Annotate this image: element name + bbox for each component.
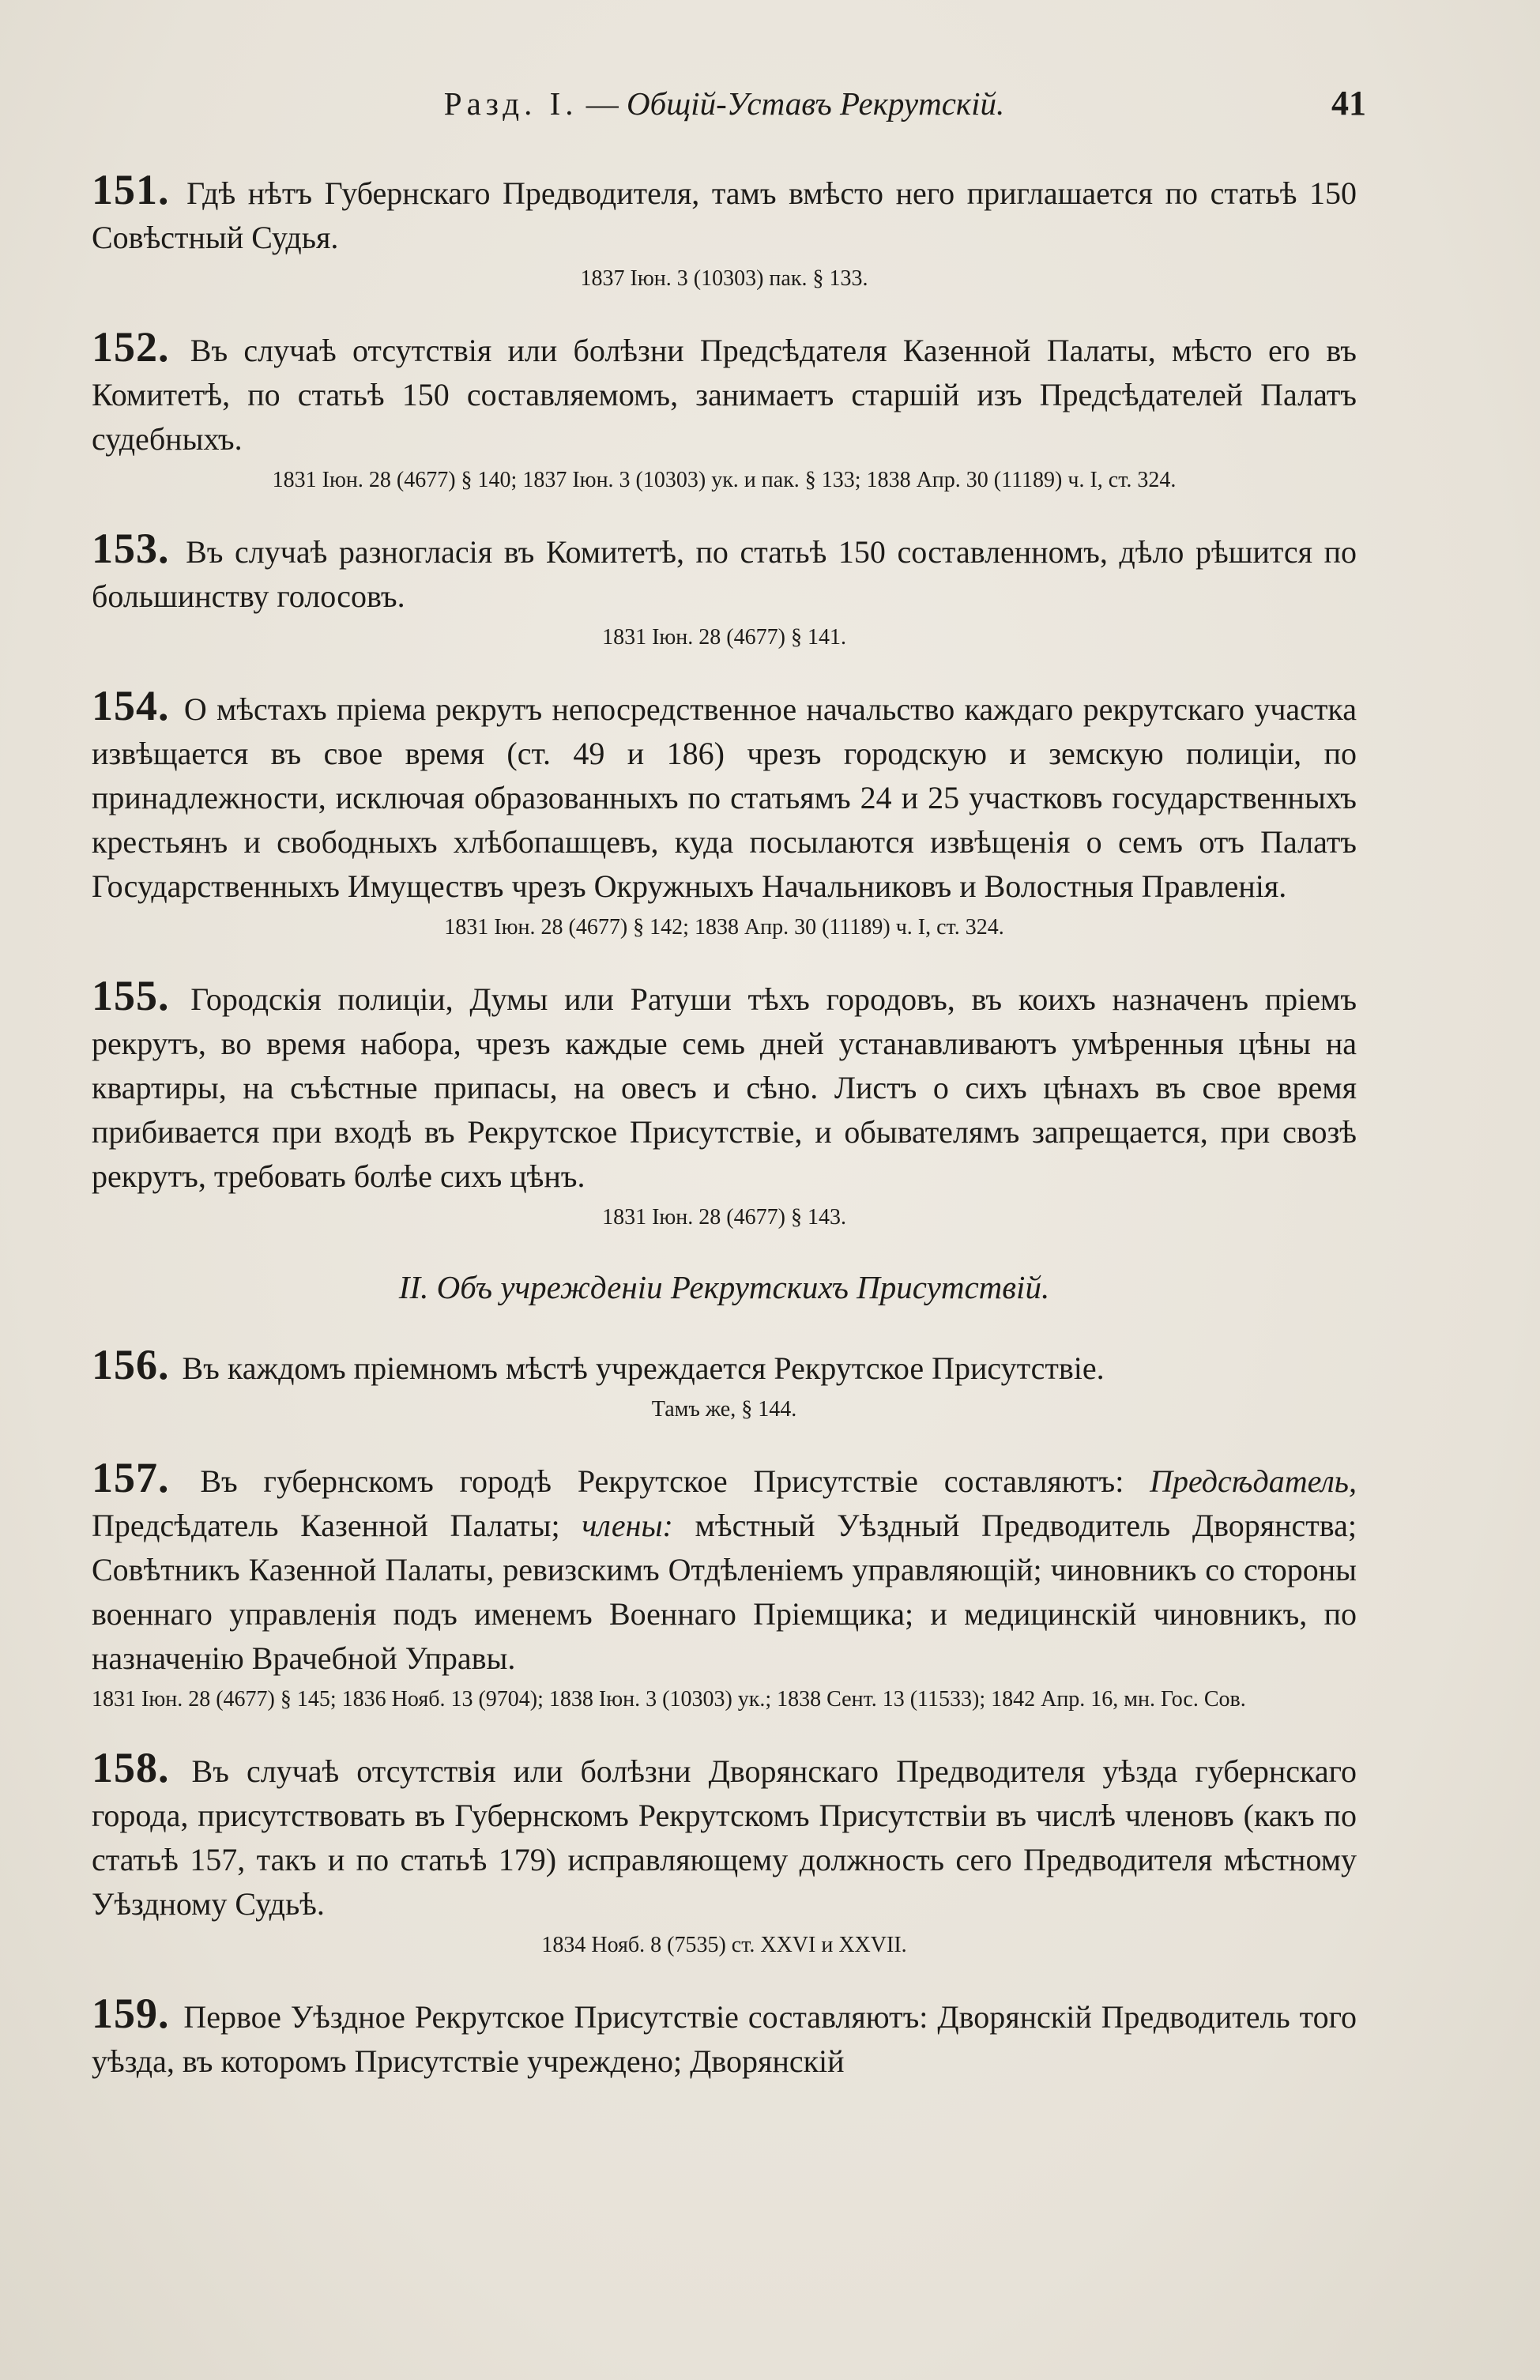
article-number: 151. (92, 166, 170, 213)
running-header (92, 76, 1366, 131)
article-number: 153. (92, 525, 170, 572)
article-text-mid: Предсѣдатель Казенной Палаты; (92, 1508, 560, 1543)
article-154 (92, 683, 1357, 943)
article-text-pre: Въ губернскомъ городѣ Рекрутское Присутствiе составляютъ: (200, 1463, 1124, 1499)
article-153 (92, 526, 1357, 653)
article-number: 158. (92, 1744, 170, 1791)
article-text: Въ случаѣ отсутствiя или болѣзни Дворянскаго Предводителя уѣзда губернскаго города, присутствовать въ Губернскомъ Рекрутскомъ Присутствiи въ числѣ членовъ (какъ по статьѣ 157, такъ и по статьѣ 179) исправляющему должность сего Предводителя мѣстному Уѣздному Судьѣ. (92, 1753, 1357, 1922)
article-155 (92, 973, 1357, 1233)
article-source: Тамъ же, § 144. (651, 1397, 797, 1422)
article-text: Въ случаѣ отсутствiя или болѣзни Предсѣдателя Казенной Палаты, мѣсто его въ Комитетѣ, по статьѣ 150 составляемомъ, занимаетъ старшiй изъ Предсѣдателей Палатъ судебныхъ. (92, 333, 1357, 457)
chair-label: Предсѣдатель, (1150, 1463, 1357, 1499)
article-159 (92, 1991, 1357, 2084)
article-text: Первое Уѣздное Рекрутское Присутствiе составляютъ: Дворянскiй Предводитель того уѣзда, въ которомъ Присутствiе учреждено; Дворянскiй (92, 1999, 1357, 2079)
article-source: 1831 Iюн. 28 (4677) § 141. (602, 625, 846, 650)
article-text-post: мѣстный Уѣздный Предводитель Дворянства; Совѣтникъ Казенной Палаты, ревизскимъ Отдѣленiемъ управляющiй; чиновникъ со стороны военнаго управленiя подъ именемъ Военнаго Прiемщика; и медицинскiй чиновникъ, по назначенiю Врачебной Управы. (92, 1508, 1357, 1676)
article-152 (92, 325, 1357, 496)
article-source: 1831 Iюн. 28 (4677) § 140; 1837 Iюн. 3 (10303) ук. и пак. § 133; 1838 Апр. 30 (11189) ч. I, ст. 324. (272, 468, 1177, 492)
section-subheading: II. Объ учрежденiи Рекрутскихъ Присутствiй. (398, 1269, 1050, 1305)
article-156 (92, 1343, 1357, 1425)
article-text: Гдѣ нѣтъ Губернскаго Предводителя, тамъ вмѣсто него приглашается по статьѣ 150 Совѣстный Судья. (92, 175, 1357, 255)
article-number: 159. (92, 1990, 170, 2037)
article-source: 1831 Iюн. 28 (4677) § 142; 1838 Апр. 30 (11189) ч. I, ст. 324. (444, 915, 1004, 940)
members-label: члены: (582, 1508, 673, 1543)
page-number: 41 (1331, 84, 1366, 122)
article-number: 154. (92, 682, 170, 729)
article-text: О мѣстахъ прiема рекрутъ непосредственное начальство каждаго рекрутскаго участка извѣщается въ свое время (ст. 49 и 186) чрезъ городскую и земскую полицiи, по принадлежности, исключая образованныхъ по статьямъ 24 и 25 участковъ государственныхъ крестьянъ и свободныхъ хлѣбопашцевъ, куда посылаются извѣщенiя о семъ отъ Палатъ Государственныхъ Имуществъ чрезъ Окружныхъ Начальниковъ и Волостныя Правленiя. (92, 691, 1357, 904)
article-text: Городскiя полицiи, Думы или Ратуши тѣхъ городовъ, въ коихъ назначенъ прiемъ рекрутъ, во время набора, чрезъ каждые семь дней устанавливаютъ умѣренныя цѣны на квартиры, на съѣстные припасы, на овесъ и сѣно. Листъ о сихъ цѣнахъ въ свое время прибивается при входѣ въ Рекрутское Присутствiе, и обывателямъ запрещается, при свозѣ рекрутъ, требовать болѣе сихъ цѣнъ. (92, 981, 1357, 1194)
article-number: 152. (92, 323, 170, 371)
article-number: 156. (92, 1341, 170, 1388)
article-source: 1831 Iюн. 28 (4677) § 143. (602, 1205, 846, 1230)
article-source: 1834 Нояб. 8 (7535) ст. XXVI и XXVII. (541, 1933, 907, 1957)
article-158 (92, 1745, 1357, 1961)
article-151 (92, 168, 1357, 295)
article-source: 1831 Iюн. 28 (4677) § 145; 1836 Нояб. 13 (9704); 1838 Iюн. 3 (10303) ук.; 1838 Сент. 13 (11533); 1842 Апр. 16, мн. Гос. Сов. (92, 1687, 1246, 1712)
article-text: Въ каждомъ прiемномъ мѣстѣ учреждается Рекрутское Присутствiе. (182, 1350, 1105, 1386)
section-label: Разд. I. (443, 85, 578, 122)
article-source: 1837 Iюн. 3 (10303) пак. § 133. (580, 266, 868, 291)
header-title: Общiй-Уставъ Рекрутскiй. (627, 85, 1005, 122)
article-number: 155. (92, 972, 170, 1019)
article-text: Въ случаѣ разногласiя въ Комитетѣ, по статьѣ 150 составленномъ, дѣло рѣшится по большинству голосовъ. (92, 534, 1357, 614)
article-157 (92, 1455, 1357, 1715)
header-dash: — (586, 85, 619, 122)
article-number: 157. (92, 1454, 170, 1501)
